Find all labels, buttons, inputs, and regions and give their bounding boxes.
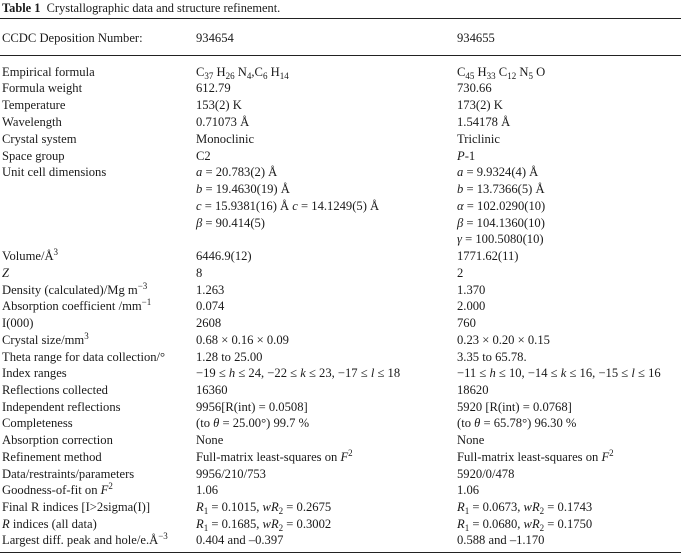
method-b: Full-matrix least-squares on $F^2$ xyxy=(457,448,614,464)
bottom-rule xyxy=(0,552,681,553)
fw-b: 730.66 xyxy=(457,81,492,95)
row-label-system: Crystal system xyxy=(2,132,77,146)
indep-a: 9956[R(int) = 0.0508] xyxy=(196,400,308,414)
group-b: P-1 xyxy=(457,149,476,163)
rall-b: $R_1 = 0.0680$, $wR_2 = 0.1750$ xyxy=(457,517,593,533)
z-b: 2 xyxy=(457,266,464,280)
cell-b-b: b = 13.7366(5) Å xyxy=(457,182,545,196)
cell-a-beta: β = 90.414(5) xyxy=(196,216,265,230)
dens-a: 1.263 xyxy=(196,283,225,297)
refl-a: 16360 xyxy=(196,383,228,397)
row-label-abs: Absorption coefficient $/mm^{-1}$ xyxy=(2,297,152,313)
formula-b: $C_{45}$ $H_{33}$ $C_{12}$ $N_5$ O xyxy=(457,65,546,81)
fw-a: 612.79 xyxy=(196,81,231,95)
row-label-finalr: Final R indices [I>2sigma(I)] xyxy=(2,500,151,514)
row-label-formula: Empirical formula xyxy=(2,65,95,79)
f000-a: 2608 xyxy=(196,316,222,330)
row-label-temp: Temperature xyxy=(2,98,66,112)
size-a: 0.68 × 0.16 × 0.09 xyxy=(196,333,289,347)
row-label-f000: I(000) xyxy=(2,316,34,330)
compl-b: (to θ = 65.78°) 96.30 % xyxy=(457,416,577,430)
z-a: 8 xyxy=(196,266,203,280)
caption-label: Table 1 xyxy=(2,1,41,15)
table-caption xyxy=(2,0,280,17)
group-a: C2 xyxy=(196,149,211,163)
vol-b: 1771.62(11) xyxy=(457,249,519,263)
row-label-compl: Completeness xyxy=(2,416,73,430)
row-label-refl: Reflections collected xyxy=(2,383,108,397)
temp-a: 153(2) K xyxy=(196,98,242,112)
index-a: −19 ≤ h ≤ 24, −22 ≤ k ≤ 23, −17 ≤ l ≤ 18 xyxy=(196,366,401,380)
finalr-b: $R_1 = 0.0673$, $wR_2 = 0.1743$ xyxy=(457,500,593,516)
header-ccdc-a: 934654 xyxy=(196,31,234,45)
header-ccdc-b: 934655 xyxy=(457,31,495,45)
header-rule xyxy=(0,55,681,56)
row-label-indep: Independent reflections xyxy=(2,400,121,414)
index-b: −11 ≤ h ≤ 10, −14 ≤ k ≤ 16, −15 ≤ l ≤ 16 xyxy=(457,366,661,380)
row-label-group: Space group xyxy=(2,149,65,163)
f000-b: 760 xyxy=(457,316,476,330)
params-b: 5920/0/478 xyxy=(457,467,515,481)
method-a: Full-matrix least-squares on $F^2$ xyxy=(196,448,353,464)
rall-a: $R_1 = 0.1685$, $wR_2 = 0.3002$ xyxy=(196,517,332,533)
theta-b: 3.35 to 65.78. xyxy=(457,350,527,364)
row-label-abscorr: Absorption correction xyxy=(2,433,113,447)
row-label-theta: Theta range for data collection/° xyxy=(2,350,166,364)
theta-a: 1.28 to 25.00 xyxy=(196,350,263,364)
finalr-a: $R_1 = 0.1015$, $wR_2 = 0.2675$ xyxy=(196,500,332,516)
cell-a-b: b = 19.4630(19) Å xyxy=(196,182,290,196)
row-label-fw: Formula weight xyxy=(2,81,83,95)
size-b: 0.23 × 0.20 × 0.15 xyxy=(457,333,550,347)
row-label-size: Crystal size/$mm^3$ xyxy=(2,331,89,347)
gof-b: 1.06 xyxy=(457,483,480,497)
cell-a-c: c = 15.9381(16) Å c = 14.1249(5) Å xyxy=(196,199,380,213)
row-label-peak: Largest diff. peak and hole/$e.Å^{-3}$ xyxy=(2,531,168,547)
temp-b: 173(2) K xyxy=(457,98,503,112)
abs-b: 2.000 xyxy=(457,299,486,313)
row-label-params: Data/restraints/parameters xyxy=(2,467,135,481)
row-label-gof: Goodness-of-fit on $F^2$ xyxy=(2,481,113,497)
abs-a: 0.074 xyxy=(196,299,225,313)
abscorr-a: None xyxy=(196,433,224,447)
row-label-z: Z xyxy=(2,266,10,280)
row-label-wave: Wavelength xyxy=(2,115,62,129)
row-label-vol: Volume/$Å^3$ xyxy=(2,247,59,263)
wave-b: 1.54178 Å xyxy=(457,115,511,129)
header-label: CCDC Deposition Number: xyxy=(2,31,143,45)
dens-b: 1.370 xyxy=(457,283,486,297)
row-label-dens: Density (calculated)/Mg $m^{-3}$ xyxy=(2,281,148,297)
system-b: Triclinic xyxy=(457,132,500,146)
peak-b: 0.588 and –1.170 xyxy=(457,533,545,547)
cell-b-beta: β = 104.1360(10) xyxy=(457,216,545,230)
gof-a: 1.06 xyxy=(196,483,219,497)
top-rule xyxy=(0,18,681,19)
caption-text: Crystallographic data and structure refinement. xyxy=(46,1,281,15)
row-label-index: Index ranges xyxy=(2,366,67,380)
cell-b-a: a = 9.9324(4) Å xyxy=(457,165,539,179)
vol-a: 6446.9(12) xyxy=(196,249,252,263)
abscorr-b: None xyxy=(457,433,485,447)
indep-b: 5920 [R(int) = 0.0768] xyxy=(457,400,572,414)
row-label-method: Refinement method xyxy=(2,450,102,464)
params-a: 9956/210/753 xyxy=(196,467,266,481)
system-a: Monoclinic xyxy=(196,132,255,146)
row-label-rall: R indices (all data) xyxy=(2,517,97,531)
row-label-cell: Unit cell dimensions xyxy=(2,165,107,179)
compl-a: (to θ = 25.00°) 99.7 % xyxy=(196,416,310,430)
cell-b-alpha: α = 102.0290(10) xyxy=(457,199,546,213)
formula-a: $C_{37}$ $H_{26}$ $N_4,C_6$ $H_{14}$ xyxy=(196,65,289,81)
peak-a: 0.404 and –0.397 xyxy=(196,533,284,547)
refl-b: 18620 xyxy=(457,383,489,397)
wave-a: 0.71073 Å xyxy=(196,115,250,129)
cell-b-gamma: γ = 100.5080(10) xyxy=(457,232,544,246)
cell-a-a: a = 20.783(2) Å xyxy=(196,165,278,179)
